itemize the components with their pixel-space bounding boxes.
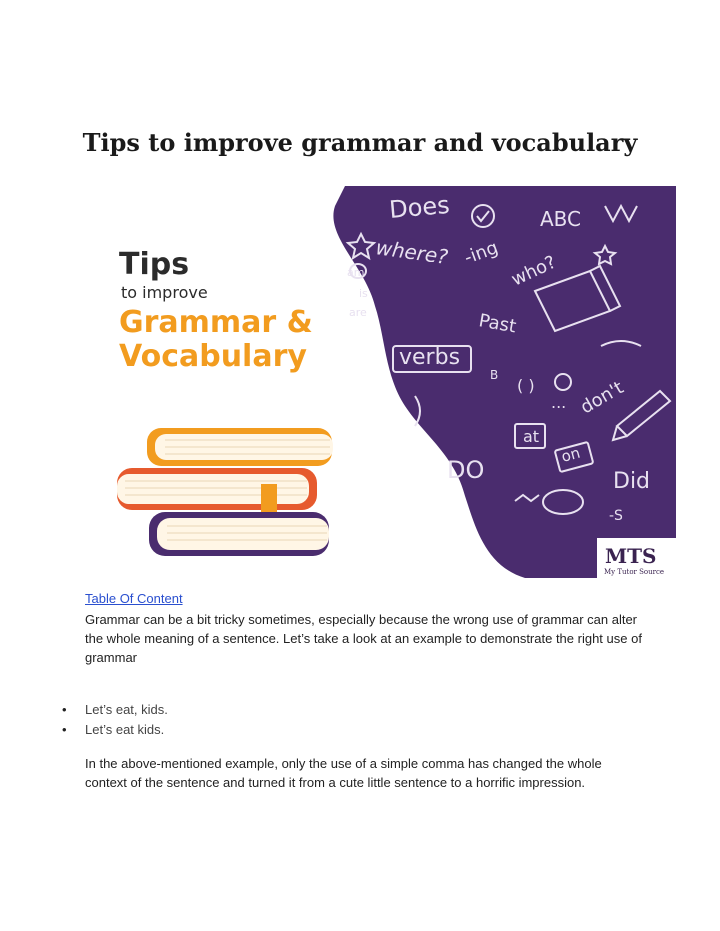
page-title: Tips to improve grammar and vocabulary <box>82 128 638 157</box>
list-item <box>60 700 168 720</box>
hero-image <box>85 186 676 578</box>
doodle-did: Did <box>613 469 651 494</box>
doodle-verbs: verbs <box>399 345 461 370</box>
list-item-text: Let’s eat kids. <box>85 722 165 737</box>
doodle-dots: ... <box>551 393 567 412</box>
logo-subtext: My Tutor Source <box>604 568 665 576</box>
doodle-does: Does <box>388 190 451 224</box>
example-list <box>60 700 168 740</box>
bullet-icon: • <box>62 702 67 717</box>
doodle-dont: don't <box>577 377 628 419</box>
doodle-who: who? <box>508 251 560 291</box>
list-item <box>60 720 168 740</box>
doodle-at: at <box>523 427 540 446</box>
table-of-content-link[interactable]: Table Of Content <box>85 591 183 606</box>
hero-heading-grammar: Grammar & <box>119 305 313 340</box>
doodle-b: B <box>490 368 499 382</box>
logo-text: MTS <box>605 544 657 568</box>
doodle-parens: ( ) <box>517 376 535 395</box>
doodle-where: where? <box>374 235 450 270</box>
doodle-am: am <box>347 266 365 279</box>
hero-heading-vocabulary: Vocabulary <box>119 339 307 374</box>
hero-heading-to-improve: to improve <box>121 283 208 302</box>
doodle-abc: ABC <box>540 207 582 231</box>
doodle-ing: -ing <box>461 237 501 269</box>
hero-heading-tips: Tips <box>119 247 190 282</box>
doodle-is: is <box>359 287 368 300</box>
intro-paragraph: Grammar can be a bit tricky sometimes, especially because the wrong use of grammar can alter the whole meaning of a sentence. Let’s take a look at an example to demonstrate the right use of grammar <box>85 612 642 665</box>
explanation-paragraph: In the above-mentioned example, only the use of a simple comma has changed the whole context of the sentence and turned it from a cute little sentence to a horrific impression. <box>85 756 602 790</box>
doodle-do: DO <box>447 456 485 484</box>
doodle-past: Past <box>477 310 518 338</box>
doodle-s: -S <box>609 508 623 524</box>
doodle-on: on <box>559 443 583 466</box>
doodle-are: are <box>349 306 367 319</box>
book-stack <box>117 428 333 556</box>
list-item-text: Let’s eat, kids. <box>85 702 168 717</box>
bullet-icon: • <box>62 722 67 737</box>
